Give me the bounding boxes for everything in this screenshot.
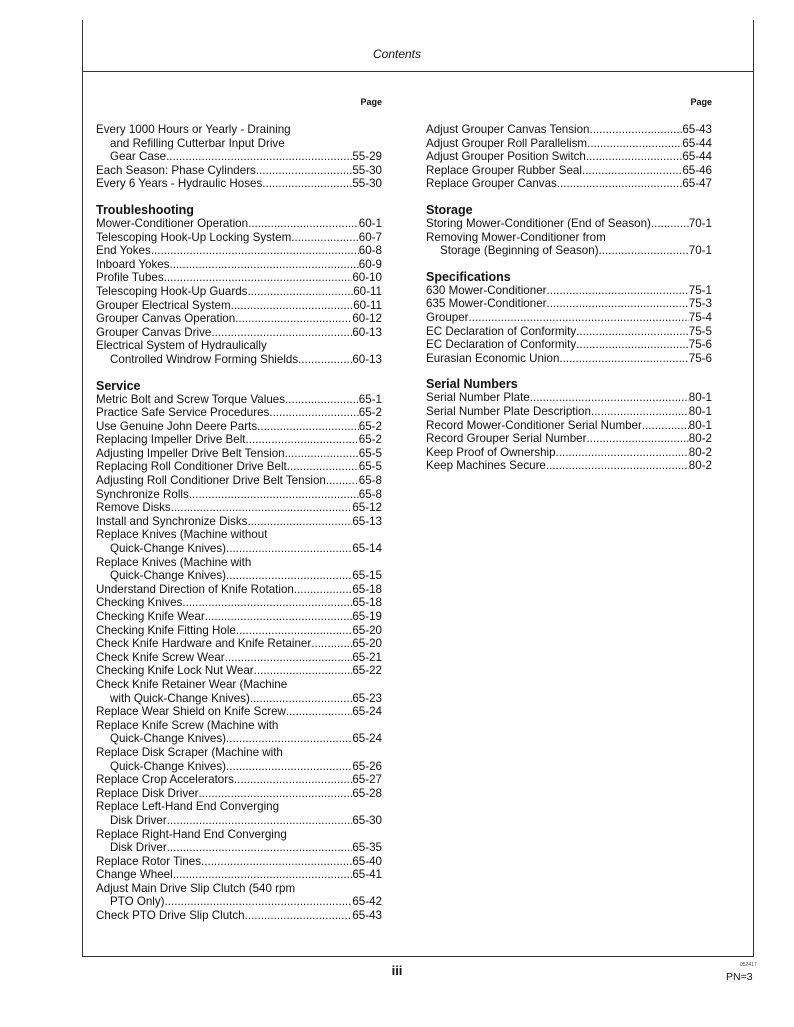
dot-leader	[298, 353, 352, 367]
toc-entry-title: Replace Grouper Canvas	[426, 177, 557, 191]
toc-entry-title: Electrical System of Hydraulically	[96, 339, 267, 353]
toc-entry[interactable]	[96, 501, 382, 515]
toc-entry[interactable]	[96, 678, 382, 705]
toc-entry-title: Keep Proof of Ownership	[426, 445, 556, 459]
dot-leader	[651, 217, 689, 231]
toc-entry[interactable]	[426, 391, 712, 405]
toc-entry-title: Change Wheel	[96, 868, 173, 882]
toc-entry-page: 55-29	[352, 150, 382, 164]
toc-entry-page: 65-18	[352, 596, 382, 610]
toc-entry-page: 65-24	[352, 732, 382, 746]
dot-leader	[589, 123, 682, 137]
toc-entry-title: Quick-Change Knives)	[110, 759, 226, 773]
toc-entry-title: Grouper Electrical System	[96, 298, 231, 312]
toc-entry-page: 65-5	[358, 446, 382, 460]
dot-leader	[586, 432, 688, 446]
toc-entry-page: 60-13	[352, 325, 382, 339]
toc-entry-title: 635 Mower-Conditioner	[426, 297, 547, 311]
toc-entry[interactable]	[96, 719, 382, 746]
toc-entry-title: Profile Tubes	[96, 271, 164, 285]
toc-entry[interactable]	[96, 217, 382, 231]
toc-entry[interactable]	[96, 855, 382, 869]
dot-leader	[254, 664, 353, 678]
toc-intro-list	[96, 123, 382, 191]
toc-entry[interactable]	[96, 637, 382, 651]
toc-entry[interactable]	[96, 746, 382, 773]
toc-entry[interactable]	[426, 352, 712, 366]
dot-leader	[226, 542, 352, 556]
toc-entry[interactable]	[426, 231, 712, 258]
toc-entry-title: Replace Grouper Rubber Seal	[426, 163, 582, 177]
toc-entry-page: 75-6	[688, 351, 712, 365]
dot-leader	[170, 258, 359, 272]
toc-entry-title: Synchronize Rolls	[96, 487, 189, 501]
dot-leader	[591, 405, 689, 419]
toc-entry-page: 65-43	[352, 909, 382, 923]
dot-leader	[151, 244, 359, 258]
toc-entry[interactable]	[426, 177, 712, 191]
toc-entry-title: Replace Disk Scraper (Machine with	[96, 745, 283, 759]
toc-entry-title: Grouper	[426, 310, 469, 324]
toc-entry-page: 60-12	[352, 312, 382, 326]
toc-entry[interactable]	[96, 393, 382, 407]
toc-entry-title: End Yokes	[96, 244, 151, 258]
dot-leader	[291, 231, 359, 245]
toc-entry-title: Quick-Change Knives)	[110, 732, 226, 746]
toc-entry-page: 65-14	[352, 542, 382, 556]
toc-entry-page: 60-11	[353, 298, 382, 312]
toc-entry-title: Replace Knife Screw (Machine with	[96, 718, 279, 732]
toc-entry-title: Replacing Roll Conditioner Drive Belt	[96, 460, 287, 474]
dot-leader	[576, 325, 689, 339]
dot-leader	[211, 326, 352, 340]
toc-entry[interactable]	[96, 285, 382, 299]
toc-entry[interactable]	[96, 460, 382, 474]
page-column-label: Page	[360, 97, 382, 107]
dot-leader	[189, 488, 359, 502]
toc-entry-page: 80-2	[688, 445, 712, 459]
toc-entry-page: 65-21	[352, 650, 382, 664]
section-heading: Serial Numbers	[426, 377, 518, 392]
toc-entry[interactable]	[96, 651, 382, 665]
toc-entry-title: Serial Number Plate Description	[426, 404, 591, 418]
toc-entry-page: 65-12	[352, 501, 382, 515]
toc-entry-page: 65-44	[682, 150, 712, 164]
dot-leader	[247, 285, 353, 299]
toc-entry-page: 65-35	[352, 841, 382, 855]
dot-leader	[167, 814, 353, 828]
toc-entry-title: Practice Safe Service Procedures	[96, 406, 270, 420]
toc-entry-page: 60-9	[358, 257, 382, 271]
dot-leader	[225, 651, 353, 665]
toc-entry-page: 65-2	[358, 419, 382, 433]
toc-entry-page: 75-4	[688, 310, 712, 324]
dot-leader	[182, 596, 352, 610]
dot-leader	[201, 855, 352, 869]
toc-entry-title: Replace Crop Accelerators	[96, 773, 234, 787]
toc-entry-title: Replace Right-Hand End Converging	[96, 827, 287, 841]
toc-entry-title: Storage (Beginning of Season)	[440, 244, 599, 258]
toc-entry-page: 75-1	[688, 283, 712, 297]
section-heading: Service	[96, 378, 141, 393]
toc-entry-page: 75-6	[688, 338, 712, 352]
toc-entry[interactable]	[96, 339, 382, 366]
toc-entry-page: 65-15	[352, 569, 382, 583]
toc-entry[interactable]	[426, 217, 712, 231]
toc-entry-title: Check Knife Screw Wear	[96, 650, 225, 664]
toc-entry[interactable]	[96, 312, 382, 326]
dot-leader	[245, 909, 353, 923]
toc-entry-title: Record Grouper Serial Number	[426, 432, 587, 446]
toc-entry[interactable]	[96, 596, 382, 610]
dot-leader	[582, 164, 682, 178]
toc-section	[96, 379, 382, 923]
section-heading: Specifications	[426, 269, 511, 284]
page-title: Contents	[372, 47, 422, 61]
toc-entry-page: 75-5	[688, 324, 712, 338]
dot-leader	[198, 787, 352, 801]
dot-leader	[257, 420, 359, 434]
toc-entry-title: Serial Number Plate	[426, 391, 530, 405]
document-code: 052417	[740, 962, 757, 968]
toc-entry[interactable]	[96, 177, 382, 191]
toc-entry[interactable]	[96, 474, 382, 488]
toc-entry-title: Quick-Change Knives)	[110, 542, 226, 556]
toc-entry-title: Checking Knife Lock Nut Wear	[96, 664, 254, 678]
pn-label: PN=3	[726, 971, 753, 983]
toc-sections	[96, 203, 382, 923]
dot-leader	[547, 297, 689, 311]
toc-entry[interactable]	[96, 488, 382, 502]
dot-leader	[269, 406, 358, 420]
dot-leader	[173, 868, 353, 882]
toc-entry[interactable]	[96, 326, 382, 340]
toc-entry-title: Remove Disks	[96, 501, 171, 515]
toc-entry[interactable]	[426, 311, 712, 325]
toc-entry[interactable]	[426, 446, 712, 460]
dot-leader	[256, 164, 353, 178]
toc-entry-page: 65-47	[682, 177, 712, 191]
toc-entry-title: Check PTO Drive Slip Clutch	[96, 909, 245, 923]
toc-entry[interactable]	[96, 123, 382, 164]
toc-entry-title: Replace Knives (Machine without	[96, 528, 268, 542]
toc-entry[interactable]	[96, 299, 382, 313]
toc-entry-page: 65-1	[358, 392, 382, 406]
toc-entry[interactable]	[426, 123, 712, 137]
toc-entry-title: Replacing Impeller Drive Belt	[96, 433, 246, 447]
toc-entry-title: Keep Machines Secure	[426, 459, 546, 473]
toc-entry[interactable]	[96, 787, 382, 801]
dot-leader	[294, 583, 352, 597]
toc-entry-page: 65-8	[358, 487, 382, 501]
toc-entry-title: Quick-Change Knives)	[110, 569, 226, 583]
toc-entry-title: Every 1000 Hours or Yearly - Draining	[96, 123, 291, 136]
dot-leader	[234, 773, 352, 787]
header-divider	[82, 71, 754, 72]
toc-entry-page: 65-20	[352, 637, 382, 651]
dot-leader	[231, 299, 354, 313]
toc-entry[interactable]	[96, 433, 382, 447]
toc-entry[interactable]	[96, 705, 382, 719]
toc-entry[interactable]	[96, 406, 382, 420]
toc-entry-title: EC Declaration of Conformity	[426, 324, 577, 338]
dot-leader	[246, 433, 359, 447]
toc-entry[interactable]	[96, 828, 382, 855]
toc-entry[interactable]	[96, 271, 382, 285]
toc-entry[interactable]	[426, 150, 712, 164]
toc-entry[interactable]	[96, 610, 382, 624]
toc-entry-page: 60-13	[352, 352, 382, 366]
toc-entry-page: 65-27	[352, 773, 382, 787]
dot-leader	[599, 244, 689, 258]
toc-entry-page: 65-23	[352, 691, 382, 705]
toc-entry-title: Adjusting Impeller Drive Belt Tension	[96, 446, 285, 460]
toc-entry-title: and Refilling Cutterbar Input Drive	[110, 136, 285, 150]
toc-entry-title: Checking Knife Fitting Hole	[96, 623, 236, 637]
toc-entry-page: 65-13	[352, 514, 382, 528]
toc-entry-page: 65-41	[352, 868, 382, 882]
toc-entry-title: Check Knife Retainer Wear (Machine	[96, 677, 288, 691]
toc-entry-page: 80-1	[688, 391, 712, 405]
toc-entry-title: PTO Only)	[110, 895, 165, 909]
toc-entry-title: Replace Knives (Machine with	[96, 555, 252, 569]
toc-entry-page: 65-26	[352, 759, 382, 773]
toc-entry-page: 65-40	[352, 854, 382, 868]
toc-entry-page: 70-1	[688, 216, 712, 230]
dot-leader	[165, 895, 353, 909]
toc-entry[interactable]	[426, 338, 712, 352]
toc-entry-page: 65-2	[358, 406, 382, 420]
toc-entry[interactable]	[426, 419, 712, 433]
toc-entry-page: 65-42	[352, 895, 382, 909]
toc-entry[interactable]	[96, 420, 382, 434]
toc-entry-page: 60-1	[358, 216, 382, 230]
toc-entry[interactable]	[426, 164, 712, 178]
toc-entry-page: 65-5	[358, 460, 382, 474]
dot-leader	[286, 705, 352, 719]
dot-leader	[311, 637, 352, 651]
dot-leader	[250, 692, 353, 706]
toc-entry-title: Eurasian Economic Union	[426, 351, 560, 365]
dot-leader	[262, 177, 352, 191]
dot-leader	[248, 217, 359, 231]
toc-entry-title: Checking Knife Wear	[96, 610, 205, 623]
toc-entry-title: Removing Mower-Conditioner from	[426, 230, 606, 244]
toc-entry-page: 60-10	[352, 271, 382, 285]
toc-entry-title: with Quick-Change Knives)	[110, 691, 250, 705]
section-heading: Troubleshooting	[96, 202, 194, 217]
toc-entry[interactable]	[96, 664, 382, 678]
toc-entry-page: 65-18	[352, 582, 382, 596]
toc-entry-page: 65-22	[352, 664, 382, 678]
dot-leader	[587, 137, 682, 151]
dot-leader	[285, 393, 359, 407]
toc-entry-page: 65-19	[352, 610, 382, 623]
toc-entry-title: Mower-Conditioner Operation	[96, 216, 249, 230]
toc-entry-title: Disk Driver	[110, 813, 167, 827]
toc-entry-page: 80-1	[688, 418, 712, 432]
dot-leader	[226, 732, 352, 746]
toc-section	[426, 270, 712, 366]
dot-leader	[226, 569, 352, 583]
toc-entry-title: Inboard Yokes	[96, 257, 170, 271]
toc-entry-page: 80-2	[688, 432, 712, 446]
toc-entry[interactable]	[426, 432, 712, 446]
page-number: iii	[391, 963, 403, 978]
toc-entry-title: EC Declaration of Conformity	[426, 338, 577, 352]
toc-entry[interactable]	[426, 137, 712, 151]
toc-entry-page: 65-8	[358, 474, 382, 488]
toc-entry[interactable]	[96, 882, 382, 909]
dot-leader	[546, 459, 689, 473]
toc-entry-page: 55-30	[352, 177, 382, 191]
toc-entry[interactable]	[426, 297, 712, 311]
toc-entry-title: Telescoping Hook-Up Guards	[96, 284, 248, 298]
toc-entry-title: Record Mower-Conditioner Serial Number	[426, 418, 642, 432]
toc-entry[interactable]	[96, 231, 382, 245]
dot-leader	[287, 460, 359, 474]
toc-sections	[426, 203, 712, 473]
toc-entry[interactable]	[96, 868, 382, 882]
toc-entry-title: Check Knife Hardware and Knife Retainer	[96, 637, 312, 651]
toc-entry[interactable]	[96, 624, 382, 638]
toc-entry-page: 60-8	[358, 244, 382, 258]
toc-entry[interactable]	[96, 515, 382, 529]
toc-intro-list	[426, 123, 712, 191]
dot-leader	[556, 446, 689, 460]
toc-entry-page: 60-11	[353, 284, 382, 298]
toc-entry-page: 55-30	[352, 163, 382, 177]
toc-entry-page: 75-3	[688, 297, 712, 311]
toc-entry-title: Checking Knives	[96, 596, 183, 610]
toc-entry-page: 65-46	[682, 163, 712, 177]
toc-entry-title: Gear Case	[110, 150, 167, 164]
toc-entry-page: 80-1	[688, 404, 712, 418]
toc-entry-page: 65-20	[352, 623, 382, 637]
toc-entry-title: Replace Rotor Tines	[96, 854, 202, 868]
toc-entry[interactable]	[96, 800, 382, 827]
toc-entry-page: 60-7	[358, 230, 382, 244]
dot-leader	[171, 501, 353, 515]
toc-entry[interactable]	[426, 405, 712, 419]
toc-entry-page: 65-28	[352, 786, 382, 800]
toc-entry-title: Adjusting Roll Conditioner Drive Belt Tension	[96, 474, 326, 488]
dot-leader	[236, 624, 353, 638]
dot-leader	[559, 352, 688, 366]
toc-entry-title: Adjust Main Drive Slip Clutch (540 rpm	[96, 881, 296, 895]
dot-leader	[586, 150, 683, 164]
toc-entry-page: 80-2	[688, 459, 712, 473]
toc-entry-title: Install and Synchronize Disks	[96, 514, 248, 528]
dot-leader	[235, 312, 352, 326]
toc-entry-title: Replace Wear Shield on Knife Screw	[96, 705, 286, 719]
toc-entry-title: Disk Driver	[110, 841, 167, 855]
dot-leader	[557, 177, 683, 191]
toc-entry[interactable]	[426, 325, 712, 339]
toc-entry[interactable]	[96, 583, 382, 597]
toc-entry-title: 630 Mower-Conditioner	[426, 283, 547, 297]
dot-leader	[530, 391, 689, 405]
toc-section	[426, 377, 712, 473]
toc-section	[426, 203, 712, 258]
toc-entry[interactable]	[96, 244, 382, 258]
dot-leader	[326, 474, 359, 488]
dot-leader	[226, 760, 352, 774]
toc-entry[interactable]	[96, 909, 382, 923]
toc-entry[interactable]	[426, 284, 712, 298]
toc-left-column	[96, 96, 382, 923]
dot-leader	[469, 311, 689, 325]
toc-section	[96, 203, 382, 367]
toc-entry-title: Controlled Windrow Forming Shields	[110, 352, 299, 366]
toc-entry-title: Every 6 Years - Hydraulic Hoses	[96, 177, 263, 191]
toc-entry[interactable]	[426, 459, 712, 473]
page-column-label: Page	[690, 97, 712, 107]
toc-entry-page: 65-24	[352, 705, 382, 719]
toc-entry[interactable]	[96, 528, 382, 555]
toc-entry-page: 65-44	[682, 136, 712, 150]
toc-entry-title: Understand Direction of Knife Rotation	[96, 582, 294, 596]
toc-right-column	[426, 96, 712, 473]
dot-leader	[576, 338, 689, 352]
toc-entry-page: 70-1	[688, 244, 712, 258]
toc-entry-title: Metric Bolt and Screw Torque Values	[96, 392, 286, 406]
toc-entry[interactable]	[96, 773, 382, 787]
section-heading: Storage	[426, 202, 473, 217]
toc-entry[interactable]	[96, 258, 382, 272]
toc-entry-title: Telescoping Hook-Up Locking System	[96, 230, 292, 244]
dot-leader	[547, 284, 689, 298]
toc-entry-page: 65-43	[682, 123, 712, 136]
toc-entry[interactable]	[96, 164, 382, 178]
toc-entry[interactable]	[96, 556, 382, 583]
toc-entry-title: Replace Left-Hand End Converging	[96, 800, 280, 814]
toc-entry-page: 65-30	[352, 813, 382, 827]
toc-entry-title: Each Season: Phase Cylinders	[96, 163, 256, 177]
toc-entry[interactable]	[96, 447, 382, 461]
dot-leader	[164, 271, 353, 285]
toc-entry-title: Adjust Grouper Canvas Tension	[426, 123, 590, 136]
dot-leader	[247, 515, 352, 529]
toc-entry-page: 65-2	[358, 433, 382, 447]
toc-entry-title: Use Genuine John Deere Parts	[96, 419, 258, 433]
toc-entry-title: Storing Mower-Conditioner (End of Season)	[426, 216, 651, 230]
toc-entry-title: Grouper Canvas Drive	[96, 325, 212, 339]
toc-entry-title: Adjust Grouper Roll Parallelism	[426, 136, 588, 150]
dot-leader	[167, 841, 353, 855]
toc-entry-title: Grouper Canvas Operation	[96, 312, 236, 326]
dot-leader	[642, 419, 689, 433]
dot-leader	[166, 150, 352, 164]
toc-entry-title: Adjust Grouper Position Switch	[426, 150, 586, 164]
dot-leader	[285, 447, 359, 461]
dot-leader	[205, 610, 353, 624]
toc-entry-title: Replace Disk Driver	[96, 786, 199, 800]
